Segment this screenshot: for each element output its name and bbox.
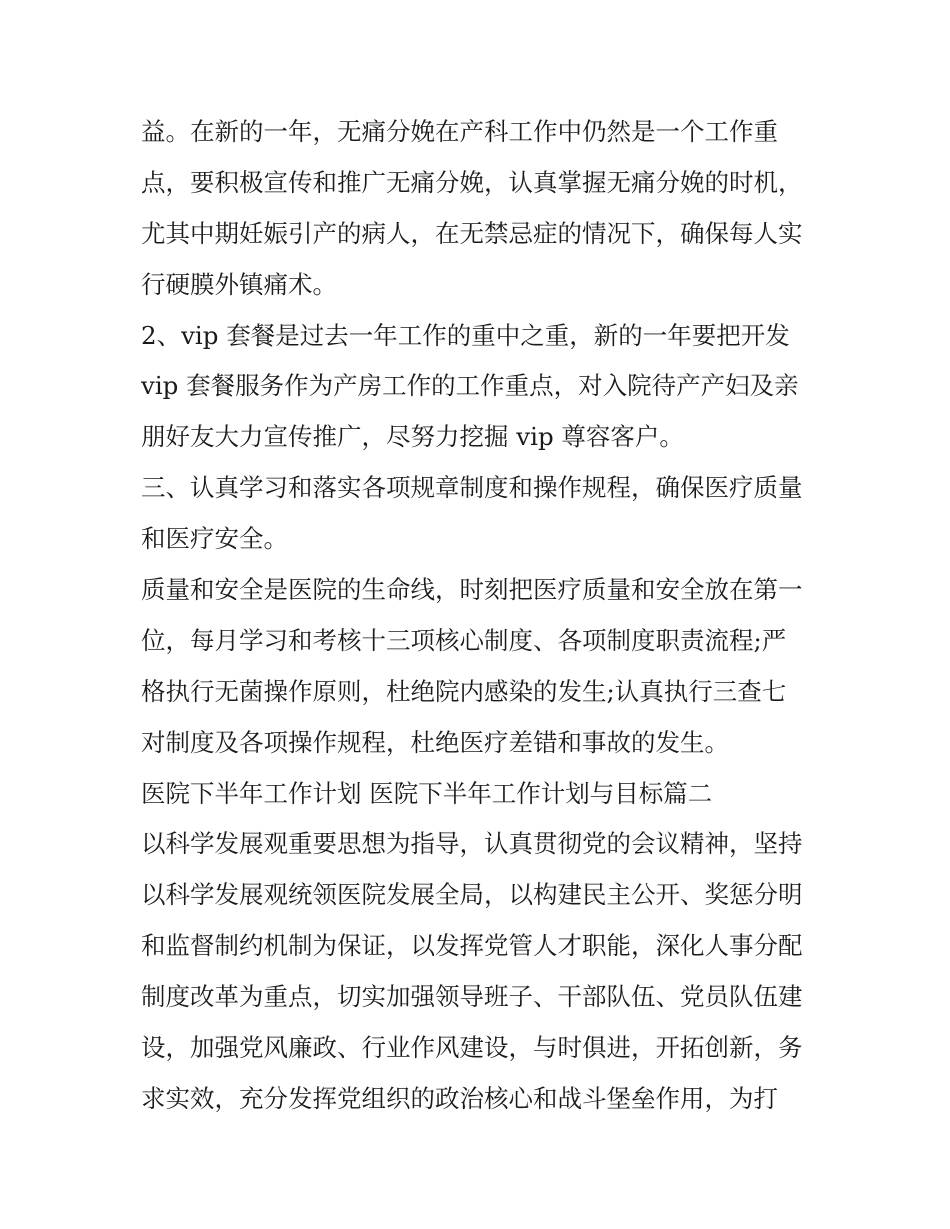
text-line: 行硬膜外镇痛术。 bbox=[141, 269, 337, 299]
text-line: 位，每月学习和考核十三项核心制度、各项制度职责流程;严 bbox=[141, 625, 787, 655]
text-line: 以科学发展观重要思想为指导，认真贯彻党的会议精神，坚持 bbox=[141, 829, 803, 859]
text-line: 和监督制约机制为保证，以发挥党管人才职能，深化人事分配 bbox=[141, 931, 803, 961]
text-line: vip 套餐服务作为产房工作的工作重点，对入院待产产妇及亲 bbox=[141, 371, 799, 401]
text-line: 点，要积极宣传和推广无痛分娩，认真掌握无痛分娩的时机， bbox=[141, 167, 803, 197]
text-line: 设，加强党风廉政、行业作风建设，与时俱进，开拓创新，务 bbox=[141, 1033, 803, 1063]
section-heading: 三、认真学习和落实各项规章制度和操作规程，确保医疗质量 bbox=[141, 473, 803, 503]
document-body bbox=[141, 107, 821, 1125]
text-line: 朋好友大力宣传推广，尽努力挖掘 vip 尊容客户。 bbox=[141, 422, 684, 452]
text-line: 和医疗安全。 bbox=[141, 524, 288, 554]
text-line: 格执行无菌操作原则，杜绝院内感染的发生;认真执行三查七 bbox=[141, 676, 787, 706]
article-title: 医院下半年工作计划 医院下半年工作计划与目标篇二 bbox=[141, 778, 713, 808]
text-line: 2、vip 套餐是过去一年工作的重中之重，新的一年要把开发 bbox=[141, 320, 790, 350]
text-line: 质量和安全是医院的生命线，时刻把医疗质量和安全放在第一 bbox=[141, 575, 803, 605]
text-line: 尤其中期妊娠引产的病人，在无禁忌症的情况下，确保每人实 bbox=[141, 218, 803, 248]
text-line: 制度改革为重点，切实加强领导班子、干部队伍、党员队伍建 bbox=[141, 982, 803, 1012]
text-line: 益。在新的一年，无痛分娩在产科工作中仍然是一个工作重 bbox=[141, 117, 778, 146]
text-line: 以科学发展观统领医院发展全局，以构建民主公开、奖惩分明 bbox=[141, 880, 803, 910]
text-line: 对制度及各项操作规程，杜绝医疗差错和事故的发生。 bbox=[141, 727, 729, 757]
text-line: 求实效，充分发挥党组织的政治核心和战斗堡垒作用，为打 bbox=[141, 1083, 778, 1113]
